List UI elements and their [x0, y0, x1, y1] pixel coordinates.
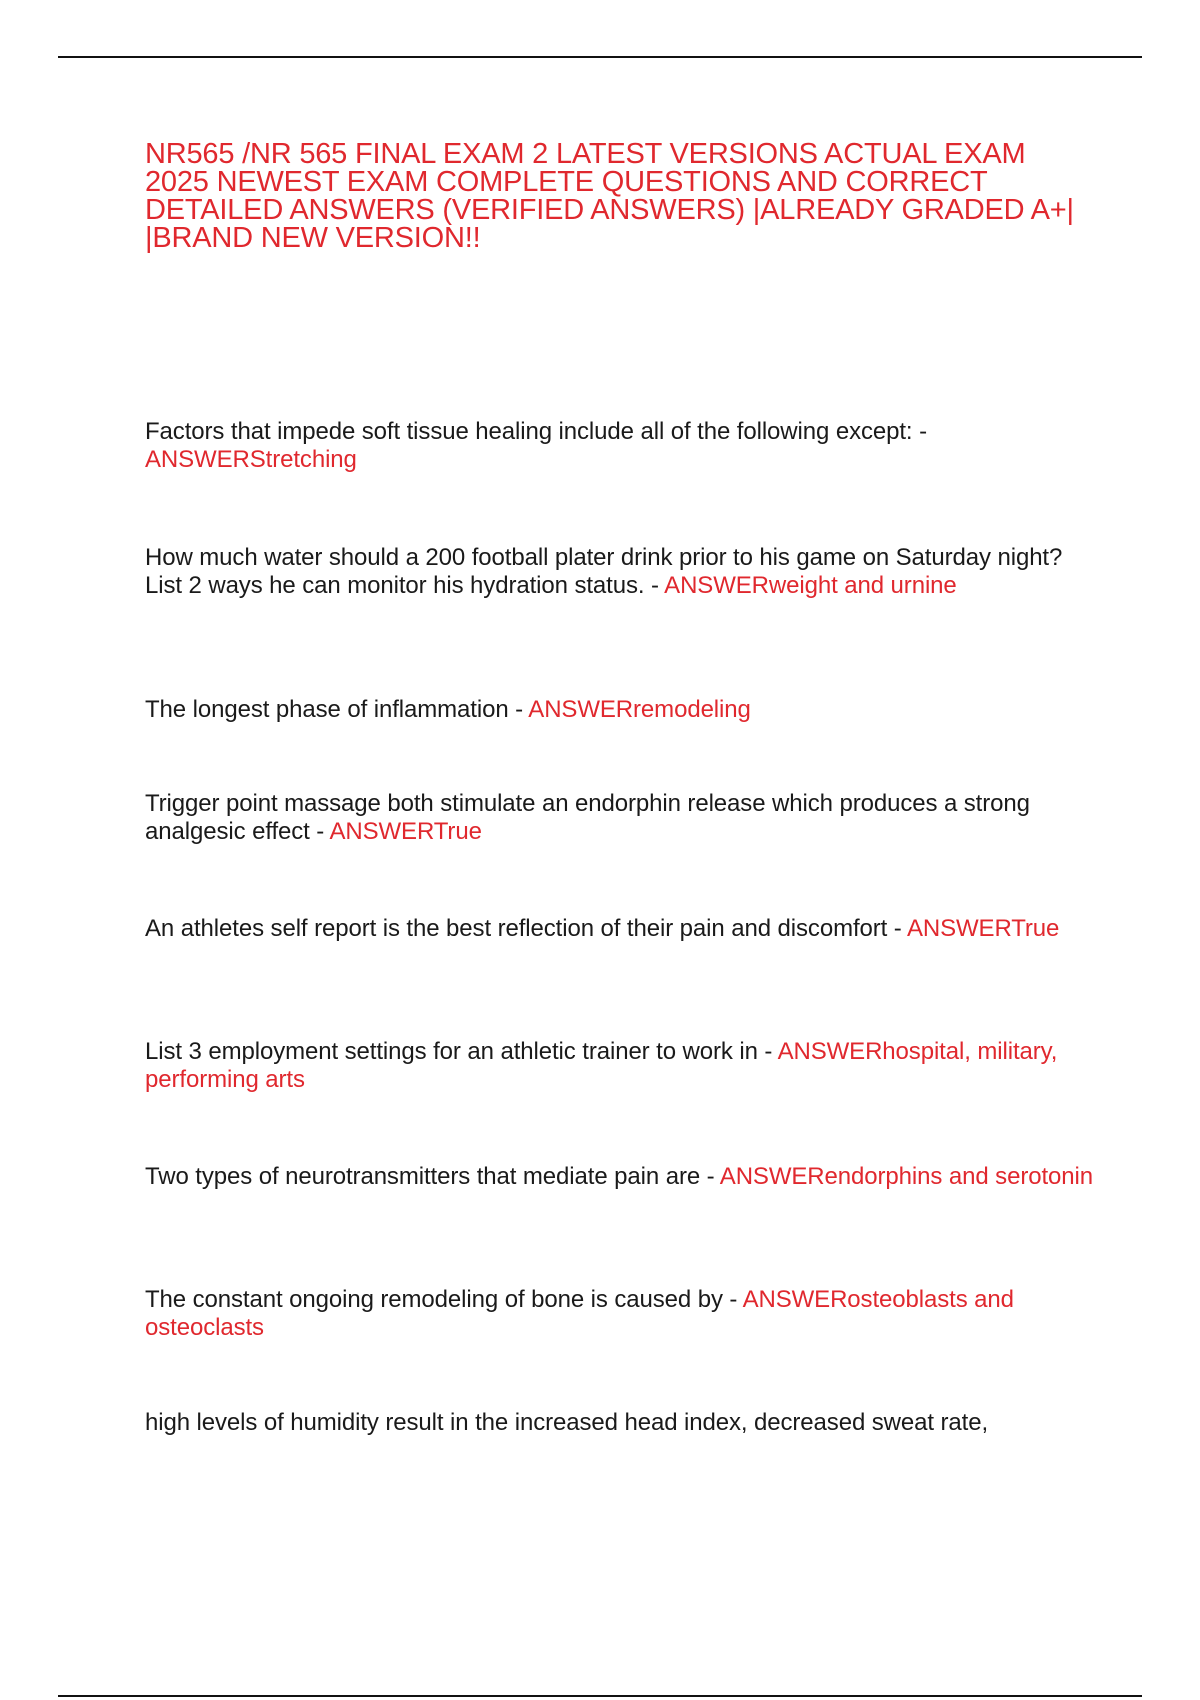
top-rule	[58, 56, 1142, 58]
answer-text: ANSWERhospital, military, performing arts	[145, 1038, 1058, 1093]
qa-item-6	[145, 1038, 1095, 1094]
question-text: The constant ongoing remodeling of bone is caused by -	[145, 1286, 743, 1313]
answer-text: ANSWERremodeling	[528, 696, 751, 723]
answer-text: ANSWERStretching	[145, 446, 357, 473]
bottom-rule	[58, 1695, 1142, 1697]
document-title: NR565 /NR 565 FINAL EXAM 2 LATEST VERSIONS ACTUAL EXAM 2025 NEWEST EXAM COMPLETE QUESTIONS AND CORRECT DETAILED ANSWERS (VERIFIED ANSWERS) |ALREADY GRADED A+| |BRAND NEW VERSION!!	[145, 138, 1074, 254]
question-text: Trigger point massage both stimulate an endorphin release which produces a strong analgesic effect -	[145, 790, 1030, 845]
qa-item-8	[145, 1286, 1095, 1342]
question-text: The longest phase of inflammation -	[145, 696, 529, 723]
qa-item-2	[145, 544, 1095, 600]
answer-text: ANSWERendorphins and serotonin	[719, 1163, 1094, 1190]
answer-text: ANSWERTrue	[329, 818, 482, 845]
answer-text: ANSWERweight and urnine	[664, 572, 957, 599]
qa-item-4	[145, 790, 1095, 846]
qa-item-5	[145, 915, 1095, 943]
answer-text: ANSWERosteoblasts and osteoclasts	[145, 1286, 1014, 1341]
qa-item-1	[145, 418, 1095, 474]
qa-item-9	[145, 1409, 1095, 1437]
question-text: An athletes self report is the best reflection of their pain and discomfort -	[145, 915, 907, 942]
answer-text: ANSWERTrue	[906, 915, 1060, 942]
question-text: Two types of neurotransmitters that mediate pain are -	[145, 1163, 720, 1190]
question-text: List 3 employment settings for an athletic trainer to work in -	[145, 1038, 778, 1065]
qa-item-7	[145, 1163, 1095, 1191]
question-text: Factors that impede soft tissue healing include all of the following except: -	[145, 418, 927, 445]
question-text: How much water should a 200 football plater drink prior to his game on Saturday night? List 2 ways he can monitor his hydration status. -	[145, 544, 1063, 599]
question-text: high levels of humidity result in the increased head index, decreased sweat rate,	[145, 1409, 989, 1436]
qa-item-3	[145, 696, 1095, 724]
